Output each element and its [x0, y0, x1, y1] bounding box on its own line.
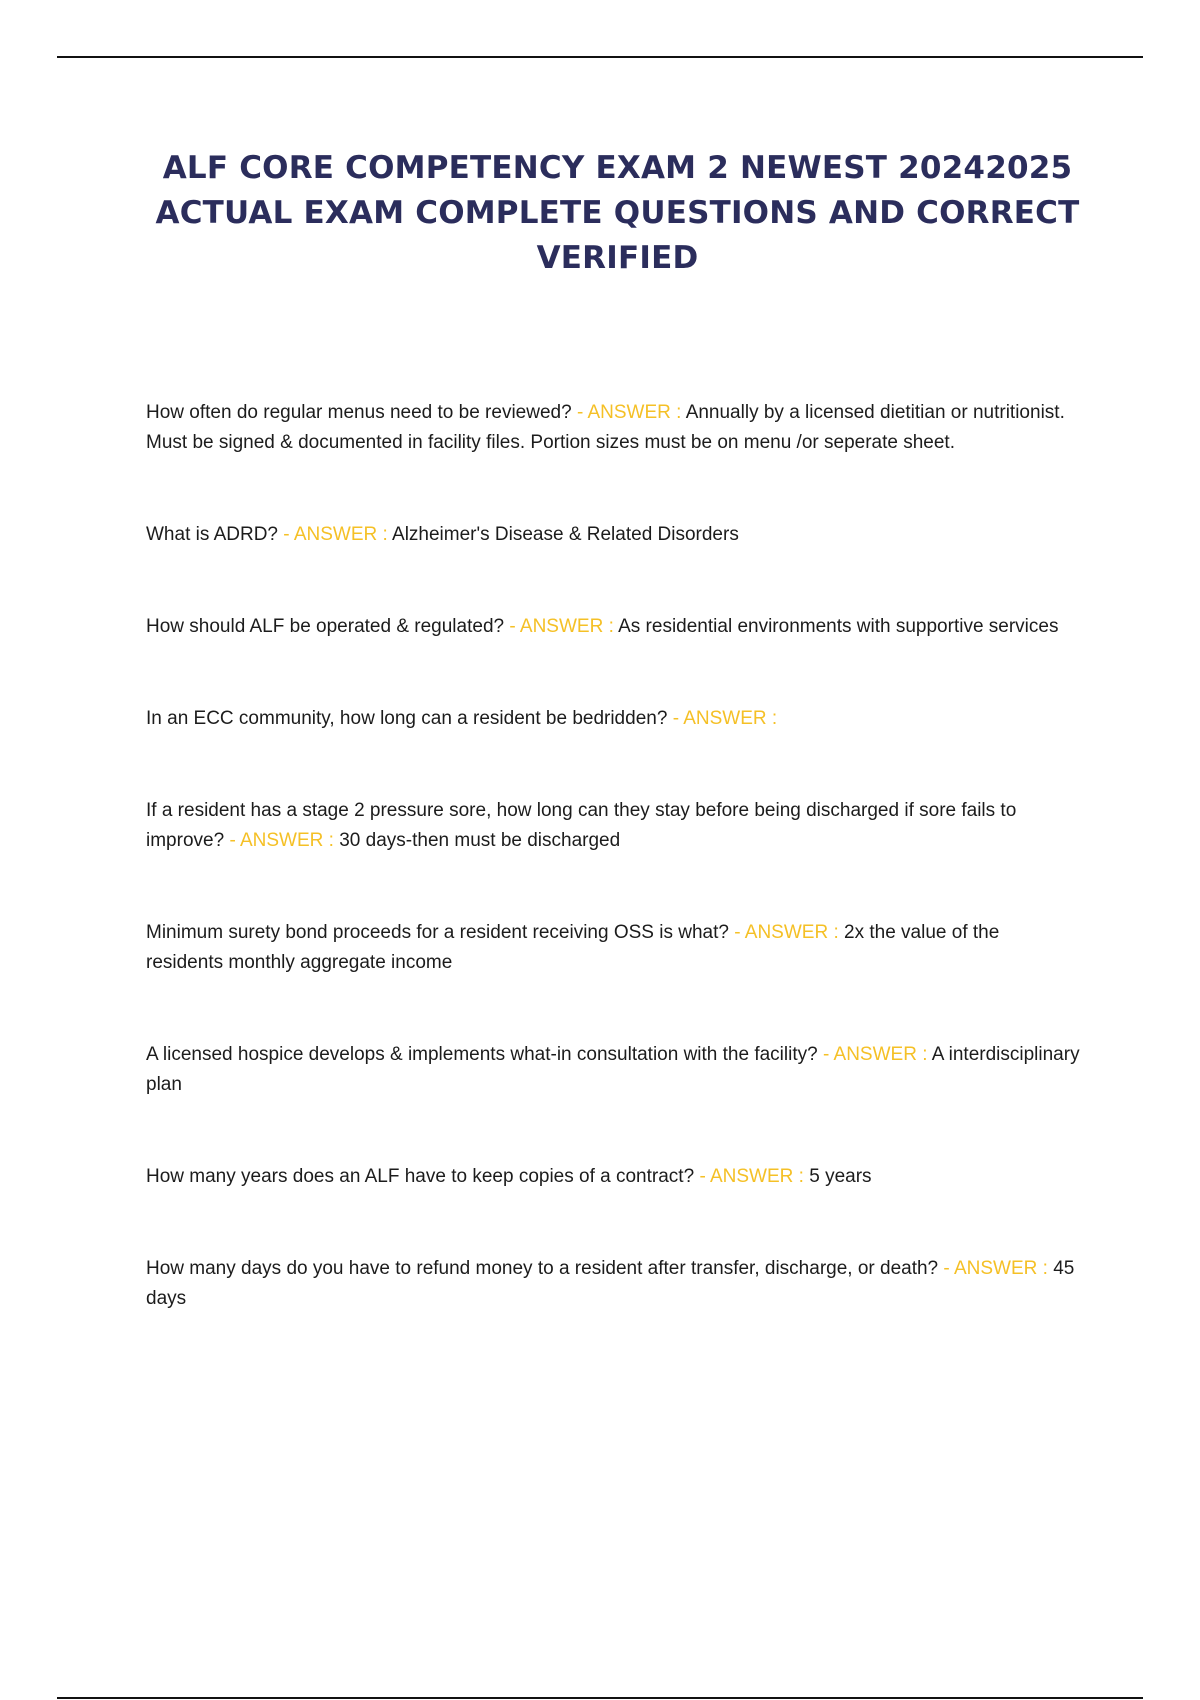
bottom-rule — [57, 1697, 1143, 1699]
question-text: A licensed hospice develops & implements what-in consultation with the facility? — [146, 1044, 818, 1065]
answer-label: - ANSWER : — [943, 1258, 1048, 1279]
qa-item — [146, 520, 1081, 550]
question-text: How should ALF be operated & regulated? — [146, 616, 505, 637]
answer-text: 5 years — [809, 1166, 872, 1187]
qa-item — [146, 1162, 1081, 1192]
answer-text: 45 days — [146, 1258, 1075, 1309]
answer-text: Annually by a licensed dietitian or nutritionist. Must be signed & documented in facility files. Portion sizes must be on menu /or seperate sheet. — [146, 402, 1065, 453]
answer-label: - ANSWER : — [509, 616, 614, 637]
answer-label: - ANSWER : — [229, 830, 334, 851]
question-text: How many days do you have to refund money to a resident after transfer, discharge, or death? — [146, 1258, 939, 1279]
question-text: How often do regular menus need to be reviewed? — [146, 402, 572, 423]
qa-item — [146, 918, 1081, 978]
answer-text: 30 days-then must be discharged — [339, 830, 621, 851]
question-text: How many years does an ALF have to keep copies of a contract? — [146, 1166, 695, 1187]
qa-item — [146, 796, 1081, 856]
qa-item — [146, 1254, 1081, 1314]
qa-list — [146, 398, 1081, 1376]
answer-text: Alzheimer's Disease & Related Disorders — [392, 524, 739, 545]
qa-item — [146, 704, 1081, 734]
question-text: If a resident has a stage 2 pressure sore, how long can they stay before being discharged if sore fails to improve? — [146, 800, 1017, 851]
answer-label: - ANSWER : — [672, 708, 778, 729]
answer-label: - ANSWER : — [576, 402, 682, 423]
answer-label: - ANSWER : — [734, 922, 839, 943]
answer-label: - ANSWER : — [822, 1044, 928, 1065]
question-text: In an ECC community, how long can a resident be bedridden? — [146, 708, 668, 729]
qa-item — [146, 1040, 1081, 1100]
answer-text: A interdisciplinary plan — [146, 1044, 1080, 1095]
top-rule — [57, 56, 1143, 58]
answer-label: - ANSWER : — [283, 524, 388, 545]
question-text: Minimum surety bond proceeds for a resident receiving OSS is what? — [146, 922, 729, 943]
answer-text: As residential environments with supportive services — [618, 616, 1059, 637]
answer-text: 2x the value of the residents monthly aggregate income — [146, 922, 1000, 973]
answer-label: - ANSWER : — [699, 1166, 804, 1187]
question-text: What is ADRD? — [146, 524, 278, 545]
qa-item — [146, 398, 1081, 458]
document-title: ALF CORE COMPETENCY EXAM 2 NEWEST 20242025 ACTUAL EXAM COMPLETE QUESTIONS AND CORRECT VERIFIED — [155, 150, 1080, 276]
qa-item — [146, 612, 1081, 642]
